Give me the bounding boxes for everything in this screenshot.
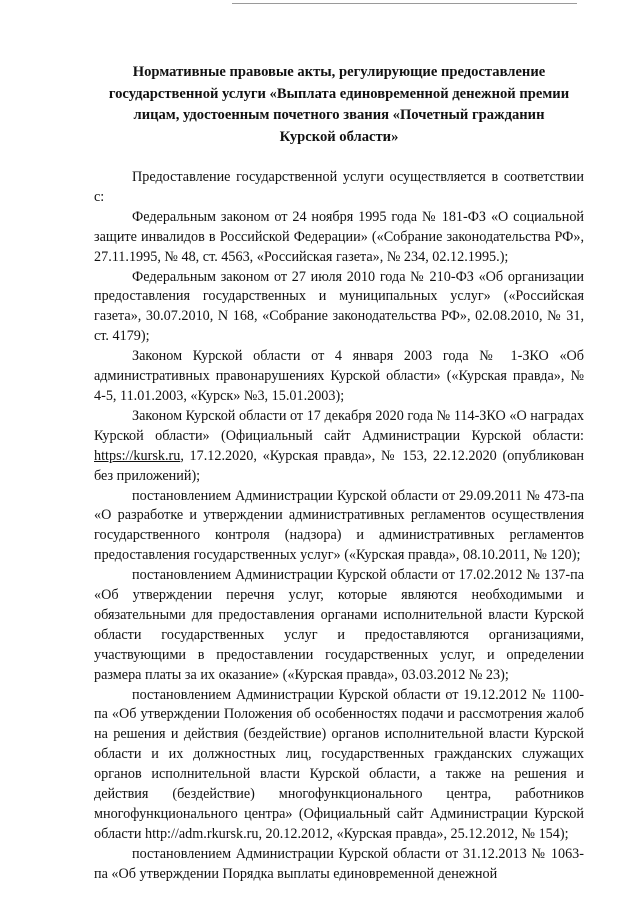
paragraph-kursk-law-1: Законом Курской области от 4 января 2003 года № 1-ЗКО «Об административных правонарушениях Курской области» («Курская правда», № 4-5, 11.01.2003, «Курск» №3, 15.01.2003); — [94, 348, 584, 404]
document-body — [94, 168, 584, 885]
paragraph-federal-law-210: Федеральным законом от 27 июля 2010 года № 210-ФЗ «Об организации предоставления государственных и муниципальных услуг» («Российская газета», 30.07.2010, N 168, «Собрание законодательства РФ», 02.08.2010, № 31, ст. 4179); — [94, 268, 584, 345]
law-114-text-start: Законом Курской области от 17 декабря 2020 года № 114-ЗКО «О наградах Курской области» (Официальный сайт Администрации Курской области: — [94, 407, 584, 444]
law-114-text-end: , 17.12.2020, «Курская правда», № 153, 22.12.2020 (опубликован без приложений); — [94, 447, 584, 484]
paragraph-resolution-137: постановлением Администрации Курской области от 17.02.2012 № 137-па «Об утверждении перечня услуг, которые являются необходимыми и обязательными для предоставления органами исполнительной власти Курской области государственных услуг и предоставляются организациями, участвующими в предоставлении государственных услуг, и определении размера платы за их оказание» («Курская правда», 03.03.2012 № 23); — [94, 567, 584, 683]
title-line: Нормативные правовые акты, регулирующие предоставление — [132, 64, 546, 80]
title-line: лицам, удостоенным почетного звания «Почетный гражданин — [133, 107, 545, 123]
paragraph-resolution-1100: постановлением Администрации Курской области от 19.12.2012 № 1100-па «Об утверждении Положения об особенностях подачи и рассмотрения жалоб на решения и действия (бездействие) органов исполнительной власти Курской области и их должностных лиц, государственных гражданских служащих органов исполнительной власти Курской области, а также на решения и действия (бездействие) многофункционального центра, работников многофункционального центра» (Официальный сайт Администрации Курской области http://adm.rkursk.ru, 20.12.2012, «Курская правда», 25.12.2012, № 154); — [94, 686, 584, 842]
paragraph-federal-law-181: Федеральным законом от 24 ноября 1995 года № 181-ФЗ «О социальной защите инвалидов в Российской Федерации» («Собрание законодательства РФ», 27.11.1995, № 48, ст. 4563, «Российская газета», № 234, 02.12.1995.); — [94, 208, 584, 265]
paragraph-resolution-473: постановлением Администрации Курской области от 29.09.2011 № 473-па «О разработке и утверждении административных регламентов осуществления государственного контроля (надзора) и административных регламентов предоставления государственных услуг» («Курская правда», 08.10.2011, № 120); — [94, 487, 584, 564]
kursk-website-link[interactable]: https://kursk.ru — [94, 447, 181, 464]
paragraph-resolution-1063: постановлением Администрации Курской области от 31.12.2013 № 1063-па «Об утверждении Порядка выплаты единовременной денежной — [94, 845, 584, 882]
paragraph-kursk-law-114 — [94, 407, 584, 487]
document-title — [94, 62, 584, 148]
title-line: государственной услуги «Выплата единовременной денежной премии — [108, 85, 570, 102]
document-page — [94, 62, 584, 885]
title-line: Курской области» — [279, 128, 399, 145]
header-rule — [232, 3, 577, 4]
intro-paragraph: Предоставление государственной услуги осуществляется в соответствии с: — [94, 169, 584, 205]
